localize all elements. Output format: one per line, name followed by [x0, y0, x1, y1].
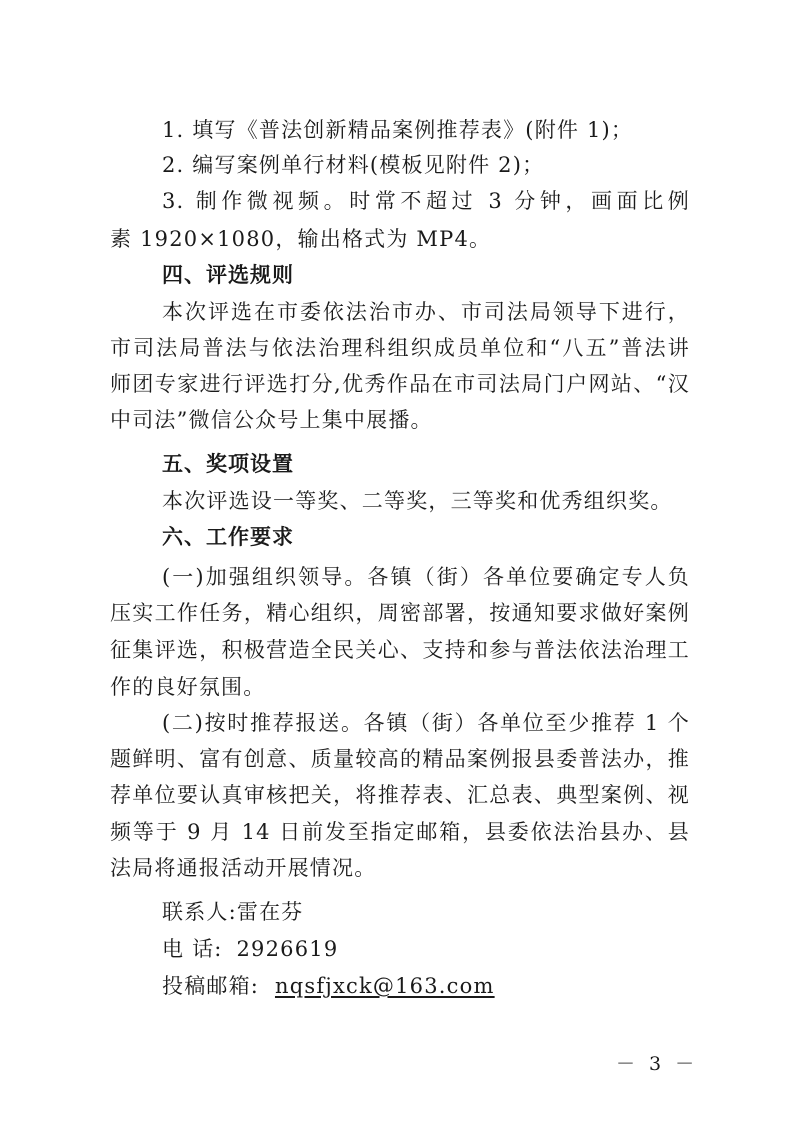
material-item-3-line-2: 素 1920×1080，输出格式为 MP4。	[110, 227, 492, 251]
section-4-paragraph-line: 本次评选在市委依法治市办、市司法局领导下进行，	[162, 300, 690, 324]
section-6-sub1-line: 征集评选，积极营造全民关心、支持和参与普法依法治理工	[110, 638, 690, 662]
section-6-sub1-line: 压实工作任务，精心组织，周密部署，按通知要求做好案例	[110, 601, 690, 625]
section-4-paragraph-line: 市司法局普法与依法治理科组织成员单位和“八五”普法讲	[110, 336, 690, 360]
email-label: 投稿邮箱:	[162, 974, 260, 998]
phone-number: 2926619	[236, 937, 339, 961]
material-item-2: 2. 编写案例单行材料(模板见附件 2)；	[162, 153, 545, 177]
section-5-paragraph: 本次评选设一等奖、二等奖，三等奖和优秀组织奖。	[162, 489, 673, 513]
contact-person: 联系人:雷在芬	[162, 900, 304, 924]
email-link[interactable]: nqsfjxck@163.com	[274, 974, 495, 998]
section-6-sub2-line: 题鲜明、富有创意、质量较高的精品案例报县委普法办，推	[110, 747, 690, 771]
contact-email-row	[162, 972, 690, 1000]
section-4-paragraph-line: 中司法”微信公众号上集中展播。	[110, 408, 433, 432]
section-6-sub2-line: (二)按时推荐报送。各镇（街）各单位至少推荐 1 个	[162, 711, 690, 735]
section-4-paragraph-line: 师团专家进行评选打分,优秀作品在市司法局门户网站、“汉	[110, 372, 690, 396]
material-item-1: 1. 填写《普法创新精品案例推荐表》(附件 1)；	[162, 118, 634, 142]
contact-phone-row	[162, 935, 690, 963]
section-6-sub1-line: 作的良好氛围。	[110, 675, 266, 699]
section-6-sub1-line: (一)加强组织领导。各镇（街）各单位要确定专人负	[162, 565, 690, 589]
section-6-heading: 六、工作要求	[162, 525, 294, 549]
section-4-heading: 四、评选规则	[162, 263, 294, 287]
material-item-3-line-1: 3. 制作微视频。时常不超过 3 分钟，画面比例	[162, 189, 690, 213]
section-6-sub2-line: 频等于 9 月 14 日前发至指定邮箱，县委依法治县办、县	[110, 820, 690, 844]
page-number: － 3 －	[616, 1053, 699, 1075]
section-6-sub2-line: 荐单位要认真审核把关，将推荐表、汇总表、典型案例、视	[110, 783, 690, 807]
section-6-sub2-line: 法局将通报活动开展情况。	[110, 856, 377, 880]
phone-label: 电 话:	[162, 937, 223, 961]
section-5-heading: 五、奖项设置	[162, 452, 294, 476]
